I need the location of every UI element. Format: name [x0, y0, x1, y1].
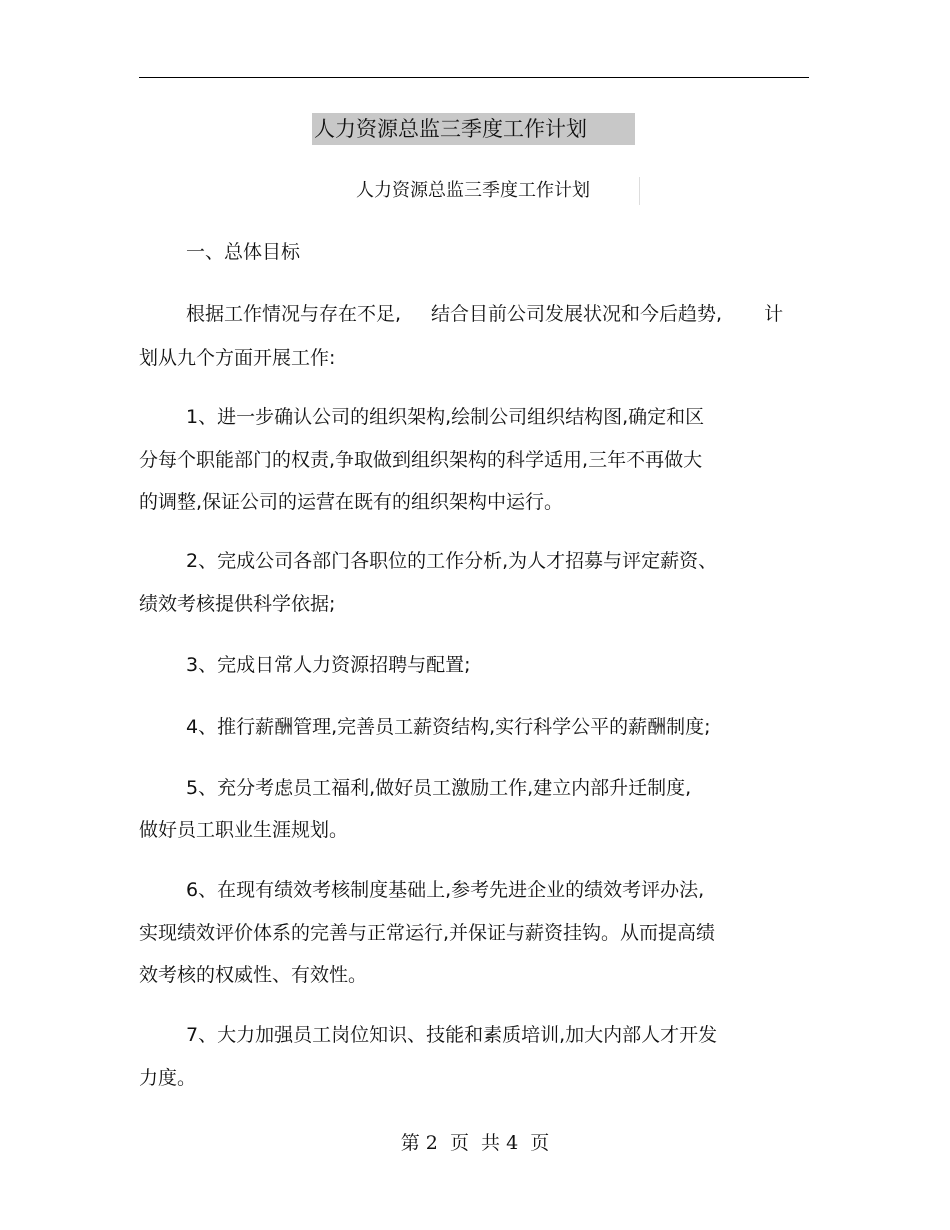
- list-item-5-line-2: 做好员工职业生涯规划。: [139, 819, 349, 841]
- intro-text-part-2: 结合目前公司发展状况和今后趋势,: [431, 303, 723, 325]
- list-item-1-line-2: 分每个职能部门的权责,争取做到组织架构的科学适用,三年不再做大: [139, 449, 703, 471]
- list-item-7-line-2: 力度。: [139, 1067, 197, 1089]
- list-item-1-line-1: 1、进一步确认公司的组织架构,绘制公司组织结构图,确定和区: [186, 406, 705, 428]
- list-item-2-line-1: 2、完成公司各部门各职位的工作分析,为人才招募与评定薪资、: [186, 550, 718, 572]
- list-item-1-line-3: 的调整,保证公司的运营在既有的组织架构中运行。: [139, 491, 564, 513]
- list-item-4-line-1: 4、推行薪酬管理,完善员工薪资结构,实行科学公平的薪酬制度;: [186, 716, 711, 738]
- intro-paragraph-line-2: 划从九个方面开展工作:: [139, 347, 336, 369]
- list-item-6-line-3: 效考核的权威性、有效性。: [139, 964, 368, 986]
- header-rule: [139, 77, 809, 78]
- list-item-2-line-2: 绩效考核提供科学依据;: [139, 593, 336, 615]
- list-item-7-line-1: 7、大力加强员工岗位知识、技能和素质培训,加大内部人才开发: [186, 1024, 718, 1046]
- page-number: 第 2 页 共 4 页: [400, 1132, 550, 1154]
- intro-text-part-1: 根据工作情况与存在不足,: [186, 303, 402, 325]
- document-title: 人力资源总监三季度工作计划: [312, 113, 635, 145]
- list-item-3-line-1: 3、完成日常人力资源招聘与配置;: [186, 654, 471, 676]
- intro-text-part-3: 计: [764, 303, 784, 325]
- document-subtitle: 人力资源总监三季度工作计划: [356, 177, 640, 205]
- list-item-6-line-2: 实现绩效评价体系的完善与正常运行,并保证与薪资挂钩。从而提高绩: [139, 922, 716, 944]
- section-heading: 一、总体目标: [186, 241, 301, 263]
- intro-paragraph-line-1: [186, 301, 783, 327]
- list-item-6-line-1: 6、在现有绩效考核制度基础上,参考先进企业的绩效考评办法,: [186, 879, 705, 901]
- list-item-5-line-1: 5、充分考虑员工福利,做好员工激励工作,建立内部升迁制度,: [186, 777, 692, 799]
